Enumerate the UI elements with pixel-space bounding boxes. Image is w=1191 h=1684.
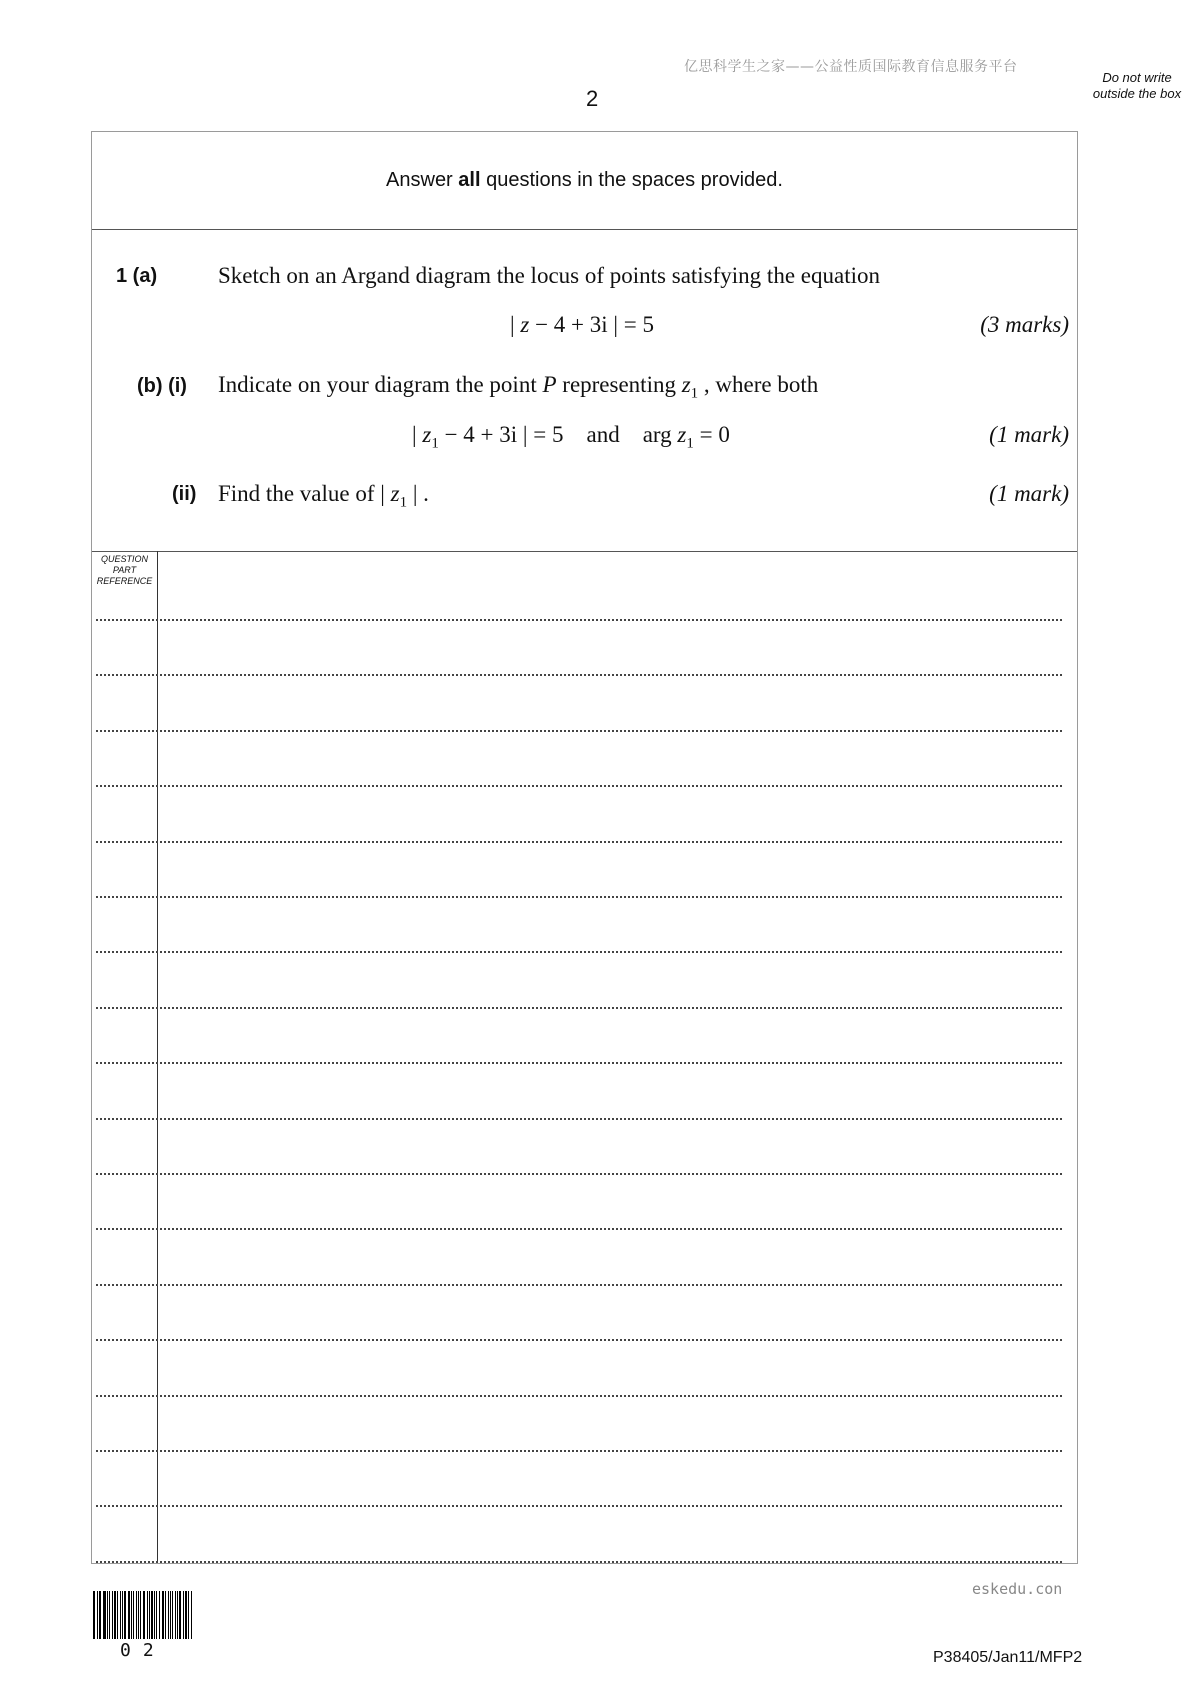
- question-1: [92, 229, 1077, 552]
- barcode-bar: [165, 1591, 166, 1639]
- equation-1bi: | $z_1 - 4 + 3i$ | = 5 and arg $z_1 = 0$: [412, 422, 730, 452]
- marks-1bi: (1 mark): [989, 422, 1069, 447]
- instruction-prefix: Answer: [386, 169, 459, 191]
- answer-line: [96, 1007, 1062, 1009]
- instruction-banner: [92, 132, 1077, 230]
- answer-line: [96, 896, 1062, 898]
- margin-note: Do not write outside the box: [1092, 70, 1182, 101]
- barcode-bar: [122, 1591, 123, 1639]
- answer-line: [96, 1395, 1062, 1397]
- barcode-bar: [175, 1591, 176, 1639]
- footer-watermark: eskedu.con: [972, 1580, 1063, 1598]
- barcode-bar: [133, 1591, 134, 1639]
- barcode-bar: [151, 1591, 153, 1639]
- barcode-bar: [97, 1591, 98, 1639]
- barcode-bar: [114, 1591, 116, 1639]
- barcode-bar: [143, 1591, 145, 1639]
- barcode-bar: [154, 1591, 155, 1639]
- q1bii-text-pre: Find the value of: [218, 481, 381, 506]
- marks-1a: (3 marks): [980, 312, 1069, 337]
- question-text-1a: Sketch on an Argand diagram the locus of points satisfying the equation: [218, 263, 880, 288]
- barcode-bar: [170, 1591, 171, 1639]
- page-number: 2: [586, 86, 599, 111]
- barcode-bar: [147, 1591, 148, 1639]
- question-text-1bii: Find the value of | $z_1$ | .: [218, 481, 429, 511]
- answer-line: [96, 1561, 1062, 1563]
- answer-line: [96, 1118, 1062, 1120]
- instruction-bold: all: [458, 169, 481, 191]
- barcode-bar: [112, 1591, 114, 1639]
- question-ref-1bi: (b) (i): [137, 375, 187, 397]
- barcode-bar: [156, 1591, 157, 1639]
- barcode-bar: [117, 1591, 118, 1639]
- barcode-bar: [179, 1591, 181, 1639]
- q1bi-sub: 1: [690, 385, 699, 402]
- barcode-bar: [172, 1591, 174, 1639]
- barcode-bar: [124, 1591, 126, 1639]
- barcode-bar: [140, 1591, 141, 1639]
- barcode-bar: [183, 1591, 184, 1639]
- answer-line: [96, 1450, 1062, 1452]
- answer-line: [96, 1062, 1062, 1064]
- barcode-bar: [103, 1591, 105, 1639]
- barcode-bar: [128, 1591, 130, 1639]
- answer-line: [96, 841, 1062, 843]
- barcode-bar: [100, 1591, 101, 1639]
- answer-line: [96, 1505, 1062, 1507]
- header-watermark: 亿思科学生之家——公益性质国际教育信息服务平台: [684, 59, 1018, 75]
- q1bi-text-post: , where both: [698, 372, 819, 397]
- answer-line: [96, 674, 1062, 676]
- marks-1bii: (1 mark): [989, 481, 1069, 506]
- barcode-bar: [185, 1591, 187, 1639]
- answer-line: [96, 1284, 1062, 1286]
- barcode-bar: [107, 1591, 108, 1639]
- barcode-bar: [162, 1591, 164, 1639]
- question-text-1bi: [218, 372, 818, 403]
- q1bi-text-pre: Indicate on your diagram the point: [218, 372, 543, 397]
- document-code: P38405/Jan11/MFP2: [933, 1649, 1083, 1666]
- barcode-bar: [120, 1591, 121, 1639]
- barcode-number: 02: [120, 1640, 166, 1661]
- answer-line: [96, 619, 1062, 621]
- barcode-bar: [177, 1591, 178, 1639]
- barcode-bar: [149, 1591, 150, 1639]
- answer-writing-area[interactable]: [92, 551, 1077, 1563]
- answer-line: [96, 1228, 1062, 1230]
- barcode-bar: [93, 1591, 95, 1639]
- barcode-bar: [99, 1591, 100, 1639]
- equation-1bi-join: and: [586, 422, 620, 447]
- answer-line: [96, 730, 1062, 732]
- equation-1a: | z − 4 + 3i | = 5: [510, 312, 654, 337]
- barcode-bar: [136, 1591, 138, 1639]
- q1bi-text-mid: representing: [556, 372, 682, 397]
- barcode-bar: [168, 1591, 169, 1639]
- answer-line: [96, 785, 1062, 787]
- q1bi-var: z: [681, 372, 691, 397]
- answer-line: [96, 1339, 1062, 1341]
- barcode-bar: [191, 1591, 192, 1639]
- question-ref-1bii: (ii): [172, 483, 197, 505]
- answer-line: [96, 1173, 1062, 1175]
- instruction-suffix: questions in the spaces provided.: [480, 169, 783, 191]
- ref-column-header: QUESTION PART REFERENCE: [96, 554, 153, 586]
- question-ref-1a: 1 (a): [116, 265, 158, 287]
- barcode-bar: [138, 1591, 139, 1639]
- q1bi-point: P: [542, 372, 557, 397]
- barcode: [93, 1591, 193, 1639]
- barcode-bar: [188, 1591, 189, 1639]
- barcode-bar: [159, 1591, 161, 1639]
- barcode-bar: [109, 1591, 110, 1639]
- answer-box-frame: [91, 131, 1078, 1564]
- answer-line: [96, 951, 1062, 953]
- question-part-reference-column: [92, 551, 158, 1563]
- barcode-bar: [131, 1591, 132, 1639]
